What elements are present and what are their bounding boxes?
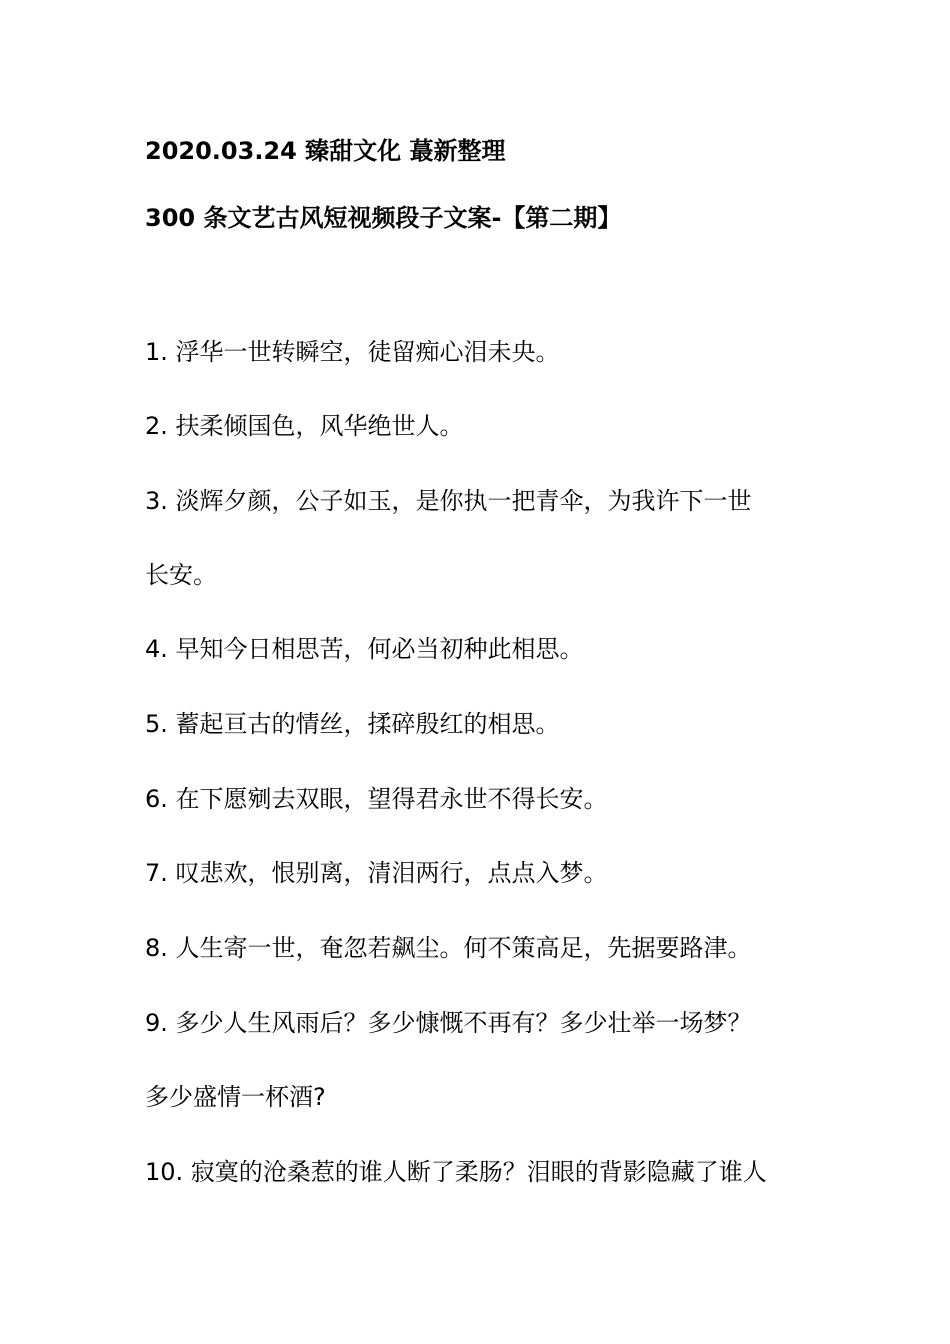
- text-line: 6. 在下愿剜去双眼，望得君永世不得长安。: [145, 785, 608, 813]
- text-line: 10. 寂寞的沧桑惹的谁人断了柔肠？泪眼的背影隐藏了谁人: [145, 1158, 767, 1186]
- text-line: 4. 早知今日相思苦，何必当初种此相思。: [145, 635, 584, 663]
- text-line: 7. 叹悲欢，恨别离，清泪两行，点点入梦。: [145, 859, 608, 887]
- text-line: 5. 蓄起亘古的情丝，揉碎殷红的相思。: [145, 710, 560, 738]
- text-line: 3. 淡辉夕颜，公子如玉，是你执一把青伞，为我许下一世: [145, 487, 752, 515]
- date-line: 2020.03.24 臻甜文化 蕞新整理: [145, 137, 506, 165]
- text-line: 1. 浮华一世转瞬空，徒留痴心泪未央。: [145, 338, 560, 366]
- text-line: 多少盛情一杯酒?: [145, 1083, 326, 1111]
- text-line: 2. 扶柔倾国色，风华绝世人。: [145, 412, 464, 440]
- text-line: 9. 多少人生风雨后？多少慷慨不再有？多少壮举一场梦？: [145, 1009, 752, 1037]
- text-line: 8. 人生寄一世，奄忽若飙尘。何不策高足，先据要路津。: [145, 934, 752, 962]
- text-line: 长安。: [145, 561, 217, 589]
- document-title: 300 条文艺古风短视频段子文案-【第二期】: [145, 204, 622, 232]
